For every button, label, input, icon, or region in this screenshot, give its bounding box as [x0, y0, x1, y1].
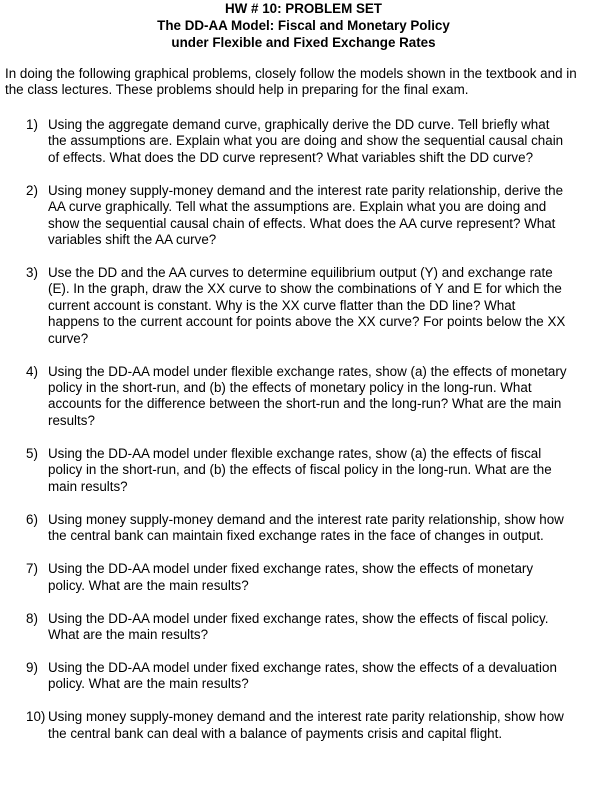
question-item — [0, 512, 568, 545]
question-item — [0, 660, 568, 693]
header-title: HW # 10: PROBLEM SET — [225, 1, 382, 16]
question-text: Use the DD and the AA curves to determine equilibrium output (Y) and exchange rate (E). In the graph, draw the XX curve to show the combinations of Y and E for which the current account is constant. Why is the XX curve flatter than the DD line? What happens to the current account for points above the XX curve? For points below the XX curve? — [48, 265, 566, 346]
question-text: Using the DD-AA model under fixed exchange rates, show the effects of fiscal policy. What are the main results? — [48, 610, 549, 642]
question-number: 8) — [26, 610, 38, 626]
question-item — [0, 117, 568, 166]
question-number: 6) — [26, 511, 38, 527]
question-text: Using money supply-money demand and the interest rate parity relationship, show how the central bank can deal with a balance of payments crisis and capital flight. — [48, 709, 564, 741]
question-text: Using money supply-money demand and the interest rate parity relationship, show how the central bank can maintain fixed exchange rates in the face of changes in output. — [48, 511, 564, 544]
question-text: Using the DD-AA model under fixed exchange rates, show the effects of monetary policy. What are the main results? — [48, 561, 534, 593]
question-text: Using the DD-AA model under fixed exchange rates, show the effects of a devaluation policy. What are the main results? — [48, 659, 557, 692]
question-item — [0, 446, 570, 495]
question-item — [0, 183, 570, 249]
question-number: 1) — [26, 117, 38, 132]
question-number: 9) — [26, 659, 38, 675]
question-text: Using the aggregate demand curve, graphically derive the DD curve. Tell briefly what the assumptions are. Explain what you are doing and show the sequential causal chain of effects. What does the DD curve represent? What variables shift the DD curve? — [48, 117, 564, 165]
header-subtitle: The DD-AA Model: Fiscal and Monetary Policy — [157, 18, 450, 34]
question-text: Using the DD-AA model under flexible exchange rates, show (a) the effects of fiscal policy in the short-run, and (b) the effects of fiscal policy in the long-run. What are the main results? — [48, 445, 552, 494]
question-item — [0, 709, 570, 742]
question-number: 5) — [26, 445, 38, 461]
question-list — [0, 117, 599, 759]
question-number: 7) — [26, 561, 38, 577]
question-text: Using the DD-AA model under flexible exchange rates, show (a) the effects of monetary policy in the short-run, and (b) the effects of monetary policy in the long-run. What accounts for the difference between the short-run and the long-run? What are the main results? — [48, 363, 567, 428]
question-text: Using money supply-money demand and the interest rate parity relationship, derive the AA curve graphically. Tell what the assumptions are. Explain what you are doing and show the sequential causal chain of effects. What does the AA curve represent? What variables shift the AA curve? — [48, 182, 564, 248]
question-number: 4) — [26, 363, 38, 379]
question-item — [0, 611, 568, 644]
header-subtitle-continued: under Flexible and Fixed Exchange Rates — [171, 35, 436, 51]
question-item — [0, 561, 568, 594]
question-item — [0, 265, 570, 347]
document-header — [0, 0, 599, 52]
question-number: 2) — [26, 182, 38, 198]
question-item — [0, 364, 570, 430]
question-number: 10) — [26, 709, 46, 725]
intro-paragraph: In doing the following graphical problems, closely follow the models shown in the textbook and in the class lectures. These problems should help in preparing for the final exam. — [5, 66, 577, 98]
question-number: 3) — [26, 265, 38, 281]
